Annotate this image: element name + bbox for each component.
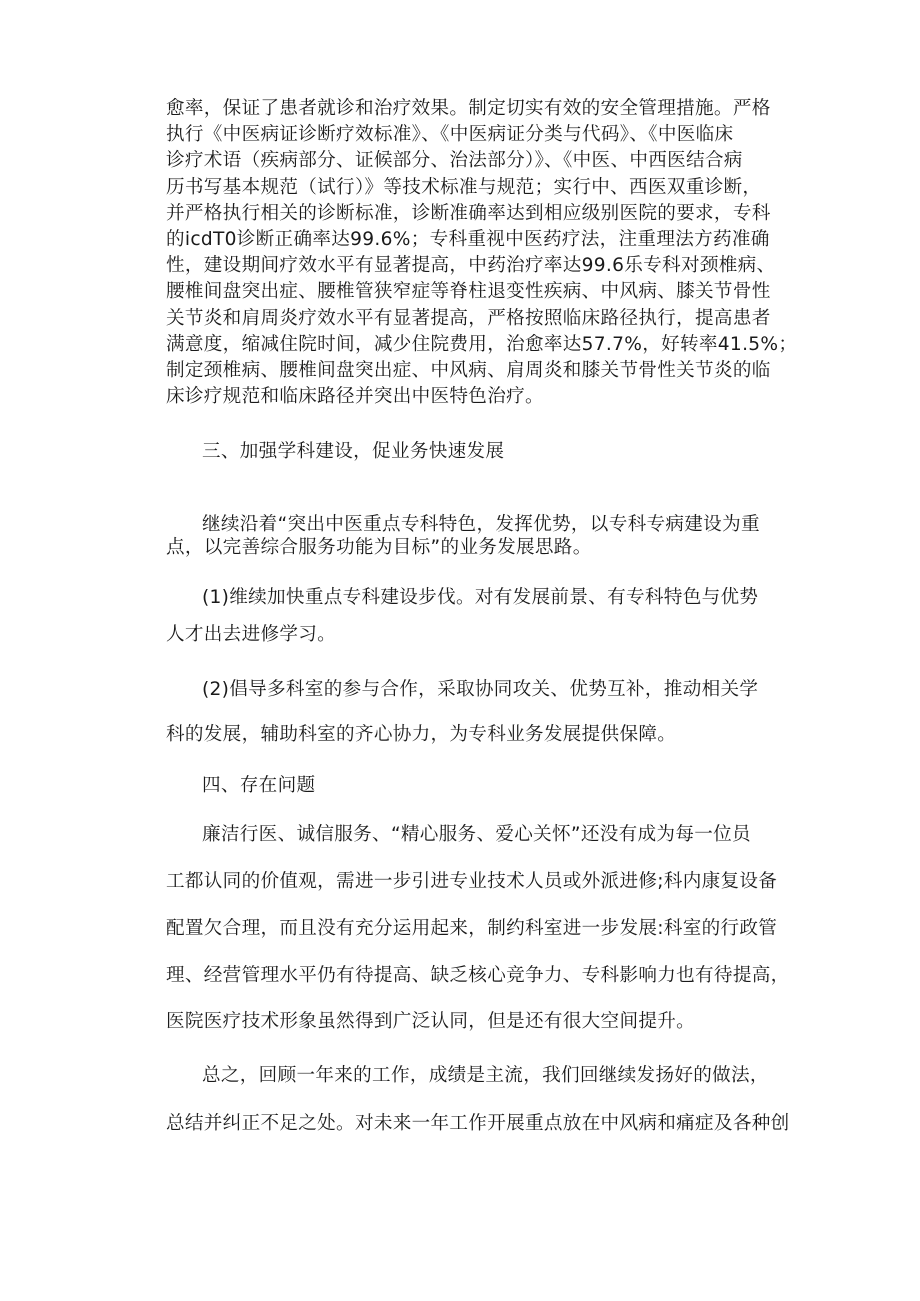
list-item-2-line-1: (2)倡导多科室的参与合作，采取协同攻关、优势互补，推动相关学 — [202, 679, 759, 700]
text-line: 床诊疗规范和临床路径并突出中医特色治疗。 — [166, 386, 544, 408]
text-line: 关节炎和肩周炎疗效水平有显著提高，严格按照临床路径执行，提高患者 — [166, 307, 771, 329]
section-heading-3: 三、加强学科建设，促业务快速发展 — [202, 441, 505, 462]
text-line: 制定颈椎病、腰椎间盘突出症、中风病、肩周炎和膝关节骨性关节炎的临 — [166, 360, 771, 382]
paragraph-4-line-2: 工都认同的价值观，需进一步引进专业技术人员或外派进修;科内康复设备 — [166, 871, 778, 892]
text-line: 诊疗术语（疾病部分、证候部分、治法部分）》、《中医、中西医结合病 — [166, 150, 743, 172]
paragraph-3-line-1: 继续沿着“突出中医重点专科特色，发挥优势，以专科专病建设为重 — [202, 514, 760, 535]
text-line: 愈率，保证了患者就诊和治疗效果。制定切实有效的安全管理措施。严格 — [166, 98, 771, 119]
text-line: 的icdT0诊断正确率达99.6%；专科重视中医药疗法，注重理法方药准确 — [166, 229, 770, 251]
paragraph-5-line-1: 总之，回顾一年来的工作，成绩是主流，我们回继续发扬好的做法， — [202, 1065, 769, 1086]
paragraph-4-line-5: 医院医疗技术形象虽然得到广泛认同，但是还有很大空间提升。 — [166, 1011, 696, 1032]
text-line: 腰椎间盘突出症、腰椎管狭窄症等脊柱退变性疾病、中风病、膝关节骨性 — [166, 281, 771, 303]
text-line: 性，建设期间疗效水平有显著提高，中药治疗率达99.6乐专科对颈椎病、 — [166, 255, 776, 277]
text-line: 历书写基本规范（试行）》等技术标准与规范；实行中、西医双重诊断， — [166, 176, 762, 198]
list-item-1-line-2: 人才出去进修学习。 — [166, 624, 337, 645]
paragraph-5-line-2: 总结并纠正不足之处。对未来一年工作开展重点放在中风病和痛症及各种创 — [166, 1113, 790, 1134]
body-paragraph-1 — [166, 96, 798, 410]
section-heading-4: 四、存在问题 — [202, 775, 316, 796]
paragraph-4-line-3: 配置欠合理，而且没有充分运用起来，制约科室进一步发展:科室的行政管 — [166, 918, 778, 939]
text-line: 并严格执行相关的诊断标准，诊断准确率达到相应级别医院的要求，专科 — [166, 202, 771, 224]
text-line: 满意度，缩减住院时间，减少住院费用，治愈率达57.7%，好转率41.5%； — [166, 333, 798, 355]
list-item-1-line-1: (1)维续加快重点专科建设步伐。对有发展前景、有专科特色与优势 — [202, 587, 759, 608]
text-line: 执行《中医病证诊断疗效标准》、《中医病证分类与代码》、《中医临床 — [166, 124, 734, 146]
paragraph-4-line-4: 理、经营管理水平仍有待提高、缺乏核心竞争力、专科影响力也有待提高， — [166, 965, 790, 986]
paragraph-3-line-2: 点，以完善综合服务功能为目标”的业务发展思路。 — [166, 537, 592, 558]
paragraph-4-line-1: 廉洁行医、诚信服务、“精心服务、爱心关怀”还没有成为每一位员 — [202, 824, 751, 845]
list-item-2-line-2: 科的发展，辅助科室的齐心协力，为专科业务发展提供保障。 — [166, 724, 677, 745]
